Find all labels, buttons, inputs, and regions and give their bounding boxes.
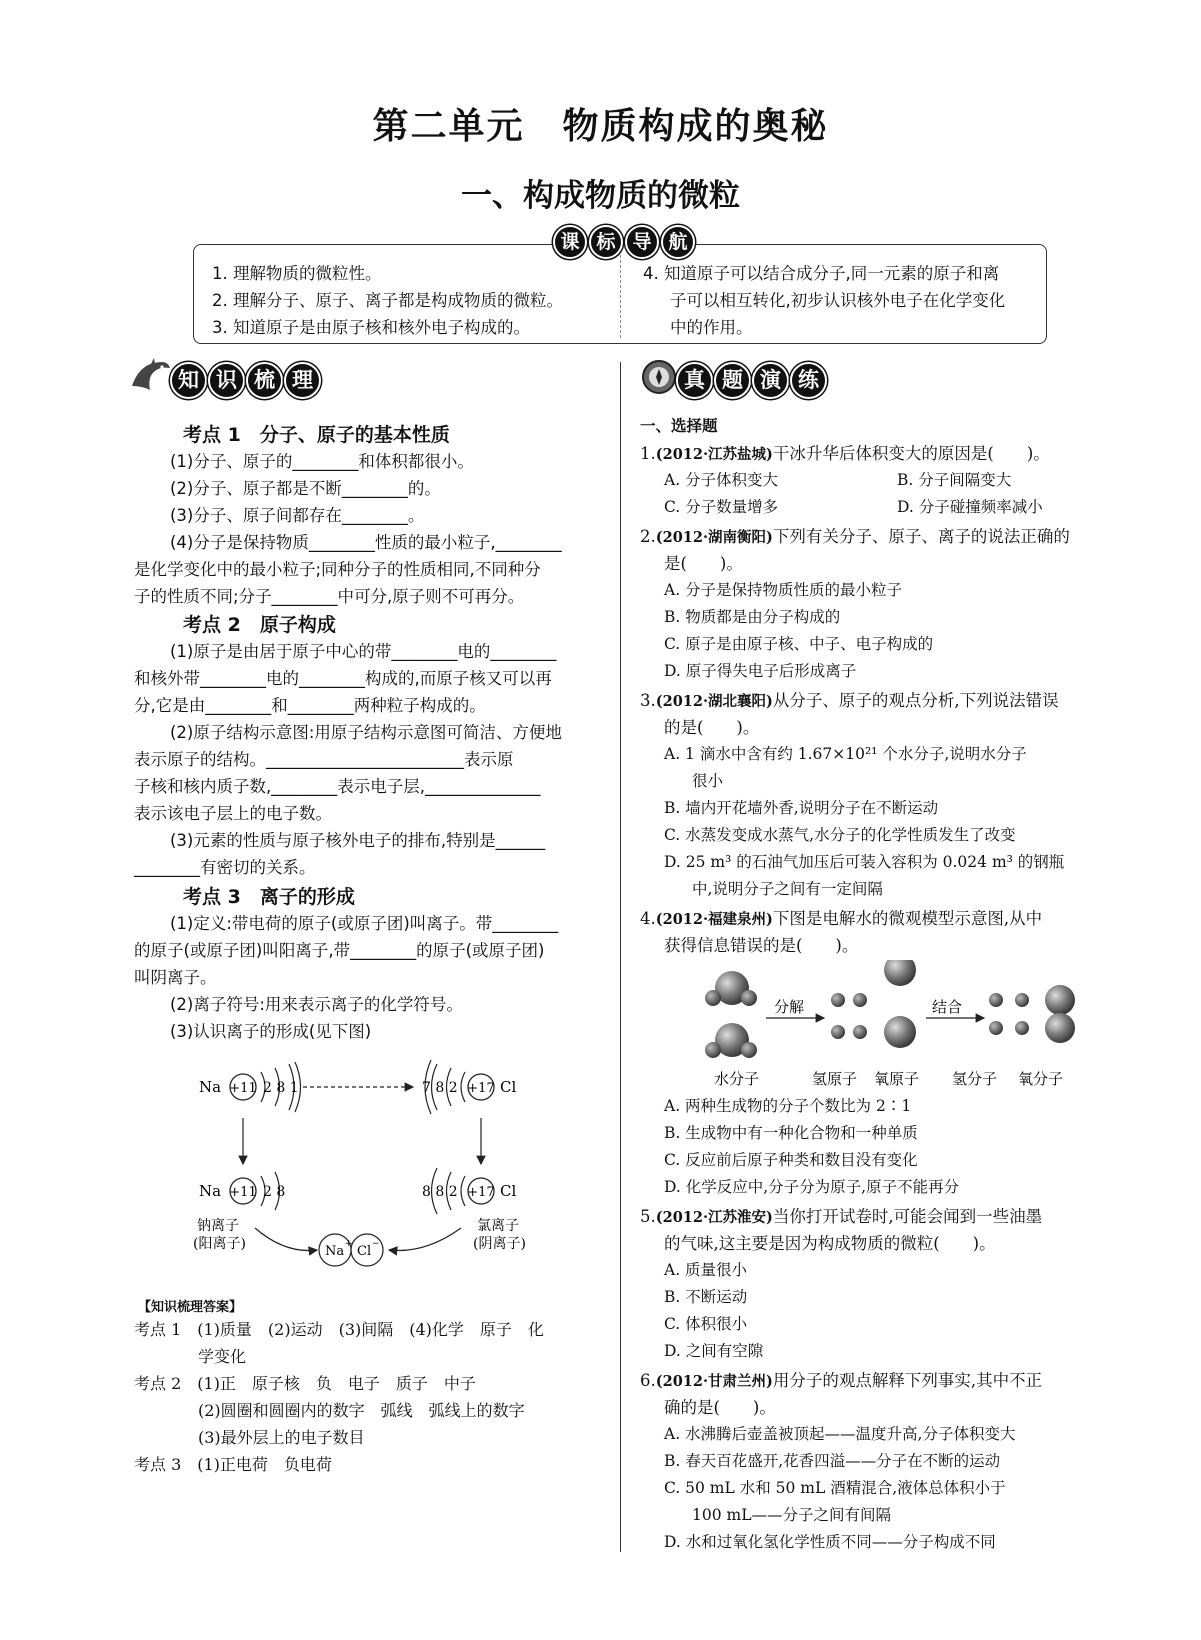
compass-icon <box>640 358 678 396</box>
cl-symbol: Cl <box>500 1078 517 1096</box>
cl-ion-type: (阴离子) <box>473 1236 526 1252</box>
kd1-line: (4)分子是保持物质________性质的最小粒子,________ <box>170 533 562 552</box>
na-ion-nucleus: +11 <box>229 1185 257 1200</box>
product-cl: Cl <box>357 1244 372 1259</box>
q2-option-d[interactable]: D. 原子得失电子后形成离子 <box>664 662 857 680</box>
kd2-line: ________有密切的关系。 <box>134 858 316 877</box>
question-4-cont: 获得信息错误的是( )。 <box>664 936 859 955</box>
kd2-title: 考点 2 原子构成 <box>183 614 336 636</box>
na-ion-shells: 2 8 <box>263 1184 286 1200</box>
dolphin-icon <box>128 356 172 400</box>
q1-option-d[interactable]: D. 分子碰撞频率减小 <box>897 498 1043 516</box>
na-ion-symbol: Na <box>199 1182 222 1200</box>
kd1-title: 考点 1 分子、原子的基本性质 <box>183 424 450 446</box>
q3-option-b[interactable]: B. 墙内开花墙外香,说明分子在不断运动 <box>664 799 939 817</box>
chlorine-atom <box>422 1060 516 1114</box>
question-6-cont: 确的是( )。 <box>664 1398 776 1417</box>
cl-nucleus: +17 <box>467 1081 495 1096</box>
electrolysis-model-figure <box>700 960 1080 1090</box>
q1-option-b[interactable]: B. 分子间隔变大 <box>897 471 1012 489</box>
kd2-line: 表示原子的结构。________________________表示原 <box>134 750 514 769</box>
objective-item: 4. 知道原子可以结合成分子,同一元素的原子和离 <box>643 264 1000 283</box>
question-5-cont: 的气味,这主要是因为构成物质的微粒( )。 <box>664 1234 996 1253</box>
cl-ion-symbol: Cl <box>500 1182 517 1200</box>
objective-item: 1. 理解物质的微粒性。 <box>212 264 382 283</box>
q1-option-c[interactable]: C. 分子数量增多 <box>664 498 779 516</box>
cl-ion-shells: 8 8 2 <box>422 1184 458 1200</box>
practice-badge-char: 演 <box>752 362 789 399</box>
answer-line: (3)最外层上的电子数目 <box>134 1428 365 1447</box>
label-oxygen-molecule: 氧分子 <box>1018 1070 1064 1088</box>
decompose-label: 分解 <box>774 998 805 1016</box>
chloride-ion <box>422 1168 526 1252</box>
q6-option-c[interactable]: C. 50 mL 水和 50 mL 酒精混合,液体总体积小于 <box>664 1479 1006 1497</box>
sodium-chloride-product <box>319 1234 383 1266</box>
q4-option-a[interactable]: A. 两种生成物的分子个数比为 2∶1 <box>664 1097 912 1115</box>
na-ion-label: 钠离子 <box>197 1218 239 1234</box>
answer-line: 考点 1 (1)质量 (2)运动 (3)间隔 (4)化学 原子 化 <box>134 1320 544 1339</box>
objective-item: 2. 理解分子、原子、离子都是构成物质的微粒。 <box>212 291 563 310</box>
kd2-line: (3)元素的性质与原子核外电子的排布,特别是______ <box>170 831 546 850</box>
nav-badge-char: 标 <box>589 225 623 259</box>
practice-badge-char: 练 <box>790 362 827 399</box>
q3-option-a-cont: 很小 <box>692 772 724 790</box>
answer-line: (2)圆圈和圆圈内的数字 弧线 弧线上的数字 <box>134 1401 525 1420</box>
answer-line: 学变化 <box>134 1347 247 1366</box>
q5-option-b[interactable]: B. 不断运动 <box>664 1288 748 1306</box>
water-molecules <box>705 971 757 1058</box>
nav-badge-char: 航 <box>661 225 695 259</box>
knowledge-badge-char: 理 <box>284 362 321 399</box>
column-divider <box>620 362 621 1552</box>
kd1-line: (1)分子、原子的________和体积都很小。 <box>170 452 474 471</box>
objective-item: 3. 知道原子是由原子核和核外电子构成的。 <box>212 318 530 337</box>
question-2: 2.(2012·湖南衡阳)下列有关分子、原子、离子的说法正确的 <box>640 527 1070 546</box>
kd2-line: 子核和核内质子数,________表示电子层,______________ <box>134 777 541 796</box>
nav-badge-char: 导 <box>625 225 659 259</box>
q4-option-c[interactable]: C. 反应前后原子种类和数目没有变化 <box>664 1151 918 1169</box>
kd2-line: 和核外带________电的________构成的,而原子核又可以再 <box>134 669 552 688</box>
kd3-line: (3)认识离子的形成(见下图) <box>170 1022 372 1041</box>
kd2-line: 分,它是由________和________两种粒子构成的。 <box>134 696 486 715</box>
product-na-charge: + <box>345 1239 353 1249</box>
hydrogen-molecules <box>989 993 1029 1035</box>
objective-item: 中的作用。 <box>670 318 753 337</box>
q2-option-b[interactable]: B. 物质都是由分子构成的 <box>664 608 841 626</box>
practice-badge <box>676 362 827 399</box>
objectives-divider <box>620 250 621 338</box>
oxygen-molecule <box>1045 985 1075 1043</box>
label-water-molecule: 水分子 <box>714 1070 760 1088</box>
unit-title: 第二单元 物质构成的奥秘 <box>372 106 829 147</box>
knowledge-badge-char: 识 <box>208 362 245 399</box>
q2-option-c[interactable]: C. 原子是由原子核、中子、电子构成的 <box>664 635 934 653</box>
kd3-line: (2)离子符号:用来表示离子的化学符号。 <box>170 995 463 1014</box>
label-hydrogen-molecule: 氢分子 <box>952 1070 998 1088</box>
cl-ion-label: 氯离子 <box>477 1218 519 1234</box>
q2-option-a[interactable]: A. 分子是保持物质性质的最小粒子 <box>664 581 903 599</box>
question-1: 1.(2012·江苏盐城)干冰升华后体积变大的原因是( )。 <box>640 444 1050 463</box>
q3-option-d-cont: 中,说明分子之间有一定间隔 <box>692 880 883 898</box>
na-shells: 2 8 1 <box>263 1080 299 1096</box>
na-nucleus: +11 <box>229 1081 257 1096</box>
cl-ion-nucleus: +17 <box>467 1185 495 1200</box>
kd2-line: 表示该电子层上的电子数。 <box>134 804 332 823</box>
question-2-cont: 是( )。 <box>664 554 743 573</box>
question-5: 5.(2012·江苏淮安)当你打开试卷时,可能会闻到一些油墨 <box>640 1207 1043 1226</box>
q6-option-a[interactable]: A. 水沸腾后壶盖被顶起——温度升高,分子体积变大 <box>664 1425 1016 1443</box>
kd1-line: 是化学变化中的最小粒子;同种分子的性质相同,不同种分 <box>134 560 541 579</box>
q6-option-b[interactable]: B. 春天百花盛开,花香四溢——分子在不断的运动 <box>664 1452 1001 1470</box>
label-hydrogen-atom: 氢原子 <box>812 1070 858 1088</box>
objective-item: 子可以相互转化,初步认识核外电子在化学变化 <box>670 291 1006 310</box>
q6-option-c-cont: 100 mL——分子之间有间隔 <box>692 1506 892 1524</box>
product-cl-charge: − <box>372 1239 380 1249</box>
kd1-line: (2)分子、原子都是不断________的。 <box>170 479 441 498</box>
hydrogen-atoms <box>831 993 867 1039</box>
nav-badge-char: 课 <box>553 225 587 259</box>
practice-badge-char: 题 <box>714 362 751 399</box>
knowledge-badge-char: 知 <box>170 362 207 399</box>
q5-option-a[interactable]: A. 质量很小 <box>664 1261 748 1279</box>
question-4: 4.(2012·福建泉州)下图是电解水的微观模型示意图,从中 <box>640 909 1043 928</box>
na-symbol: Na <box>199 1078 222 1096</box>
kd2-line: (1)原子是由居于原子中心的带________电的________ <box>170 642 557 661</box>
q1-option-a[interactable]: A. 分子体积变大 <box>664 471 779 489</box>
lesson-title: 一、构成物质的微粒 <box>461 178 740 214</box>
kd3-title: 考点 3 离子的形成 <box>183 886 355 908</box>
q5-option-c[interactable]: C. 体积很小 <box>664 1315 748 1333</box>
answers-heading: 【知识梳理答案】 <box>138 1300 243 1315</box>
oxygen-atoms <box>884 960 916 1048</box>
combine-label: 结合 <box>932 998 963 1016</box>
ion-formation-diagram <box>185 1052 585 1272</box>
nav-badge <box>553 224 695 260</box>
answer-line: 考点 2 (1)正 原子核 负 电子 质子 中子 <box>134 1374 476 1393</box>
practice-badge-char: 真 <box>676 362 713 399</box>
answer-line: 考点 3 (1)正电荷 负电荷 <box>134 1455 332 1474</box>
section-heading: 一、选择题 <box>640 417 718 435</box>
q3-option-a[interactable]: A. 1 滴水中含有约 1.67×10²¹ 个水分子,说明水分子 <box>664 745 1027 763</box>
kd3-line: (1)定义:带电荷的原子(或原子团)叫离子。带________ <box>170 914 559 933</box>
kd3-line: 的原子(或原子团)叫阳离子,带________的原子(或原子团) <box>134 941 545 960</box>
q6-option-d[interactable]: D. 水和过氧化氢化学性质不同——分子构成不同 <box>664 1533 996 1551</box>
sodium-atom <box>199 1062 301 1112</box>
q5-option-d[interactable]: D. 之间有空隙 <box>664 1342 764 1360</box>
q3-option-c[interactable]: C. 水蒸发变成水蒸气,水分子的化学性质发生了改变 <box>664 826 1016 844</box>
knowledge-badge-char: 梳 <box>246 362 283 399</box>
q4-option-d[interactable]: D. 化学反应中,分子分为原子,原子不能再分 <box>664 1178 960 1196</box>
kd1-line: (3)分子、原子间都存在________。 <box>170 506 425 525</box>
label-oxygen-atom: 氧原子 <box>874 1070 920 1088</box>
q3-option-d[interactable]: D. 25 m³ 的石油气加压后可装入容积为 0.024 m³ 的钢瓶 <box>664 853 1065 871</box>
na-ion-type: (阳离子) <box>193 1236 246 1252</box>
question-6: 6.(2012·甘肃兰州)用分子的观点解释下列事实,其中不正 <box>640 1371 1043 1390</box>
question-3: 3.(2012·湖北襄阳)从分子、原子的观点分析,下列说法错误 <box>640 691 1059 710</box>
question-3-cont: 的是( )。 <box>664 718 760 737</box>
kd3-line: 叫阴离子。 <box>134 968 217 987</box>
knowledge-badge <box>170 362 321 399</box>
kd2-line: (2)原子结构示意图:用原子结构示意图可简洁、方便地 <box>170 723 562 742</box>
kd1-line: 子的性质不同;分子________中可分,原子则不可再分。 <box>134 587 525 606</box>
q4-option-b[interactable]: B. 生成物中有一种化合物和一种单质 <box>664 1124 918 1142</box>
cl-shells: 7 8 2 <box>422 1080 458 1096</box>
product-na: Na <box>325 1244 345 1259</box>
